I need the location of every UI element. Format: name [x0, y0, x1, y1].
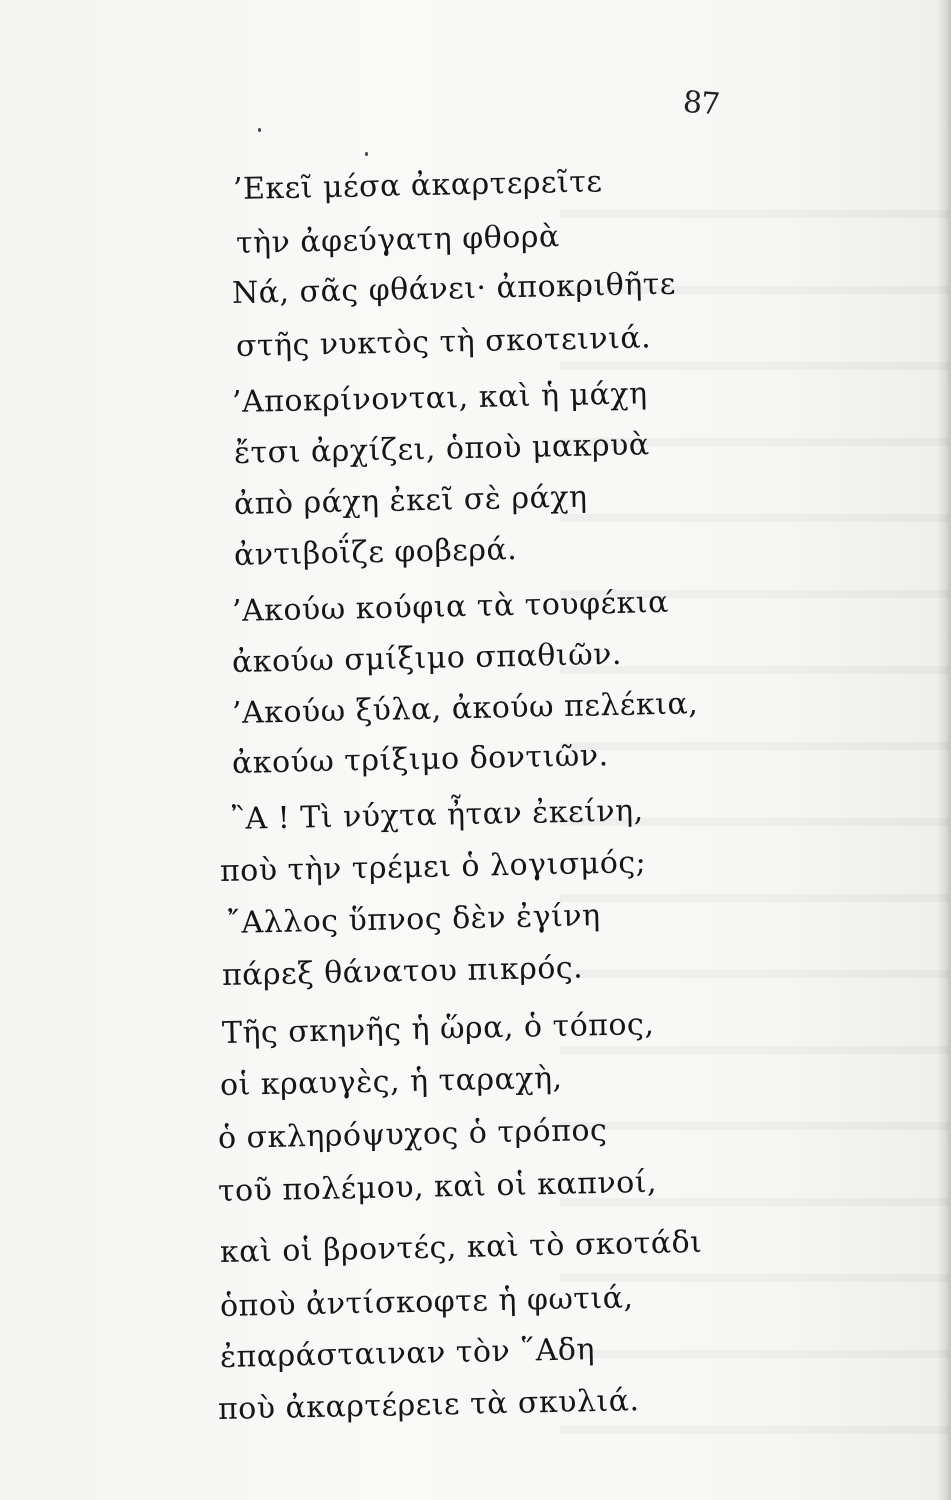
poem-line: ἀντιβοΐζε φοβερά. [233, 532, 518, 573]
poem-line: ῎Αλλος ὕπνος δὲν ἐγίνη [225, 898, 601, 941]
poem-line: στῆς νυκτὸς τὴ σκοτεινιά. [235, 320, 652, 364]
poem-line: ποὺ τὴν τρέμει ὁ λογισμός; [219, 845, 647, 889]
poem-line: ’Ακούω κούφια τὰ τουφέκια [231, 584, 670, 629]
poem-line: Τῆς σκηνῆς ἡ ὥρα, ὁ τόπος, [221, 1006, 655, 1051]
poem-line: ὁ σκληρόψυχος ὁ τρόπος [217, 1112, 608, 1156]
page-number: 87 [681, 84, 721, 123]
poem-line: τοῦ πολέμου, καὶ οἱ καπνοί, [217, 1164, 658, 1209]
poem-line: ’Αποκρίνονται, καὶ ἡ μάχη [231, 376, 648, 420]
poem-line: ὁποὺ ἀντίσκοφτε ἡ φωτιά, [219, 1280, 634, 1324]
poem-line: ἀκούω τρίξιμο δοντιῶν. [231, 738, 609, 781]
poem-line: ’Ακούω ξύλα, ἀκούω πελέκια, [231, 686, 699, 731]
poem-line: ἀπὸ ράχη ἐκεῖ σὲ ράχη [233, 479, 588, 522]
poem-line: ποὺ ἀκαρτέρειε τὰ σκυλιά. [217, 1383, 640, 1427]
poem-line: ἔτσι ἀρχίζει, ὁποὺ μακρυὰ [233, 427, 650, 471]
poem-line: ’Εκεῖ μέσα ἀκαρτερεῖτε [232, 164, 603, 207]
poem-line: ἀκούω σμίξιμο σπαθιῶν. [231, 636, 623, 680]
poem-line: πάρεξ θάνατου πικρός. [221, 950, 584, 993]
poem-line: ἐπαράσταιναν τὸν ῞Αδη [219, 1332, 596, 1375]
poem-line: οἱ κραυγὲς, ἡ ταραχὴ, [219, 1060, 563, 1103]
poem-line: ῍Α ! Τὶ νύχτα ἦταν ἐκείνη, [229, 793, 644, 837]
poem-line: Νά, σᾶς φθάνει· ἀποκριθῆτε [231, 266, 677, 311]
poem-line: καὶ οἱ βροντές, καὶ τὸ σκοτάδι [219, 1224, 703, 1270]
poem-line: τὴν ἀφεύγατη φθορὰ [235, 219, 561, 261]
